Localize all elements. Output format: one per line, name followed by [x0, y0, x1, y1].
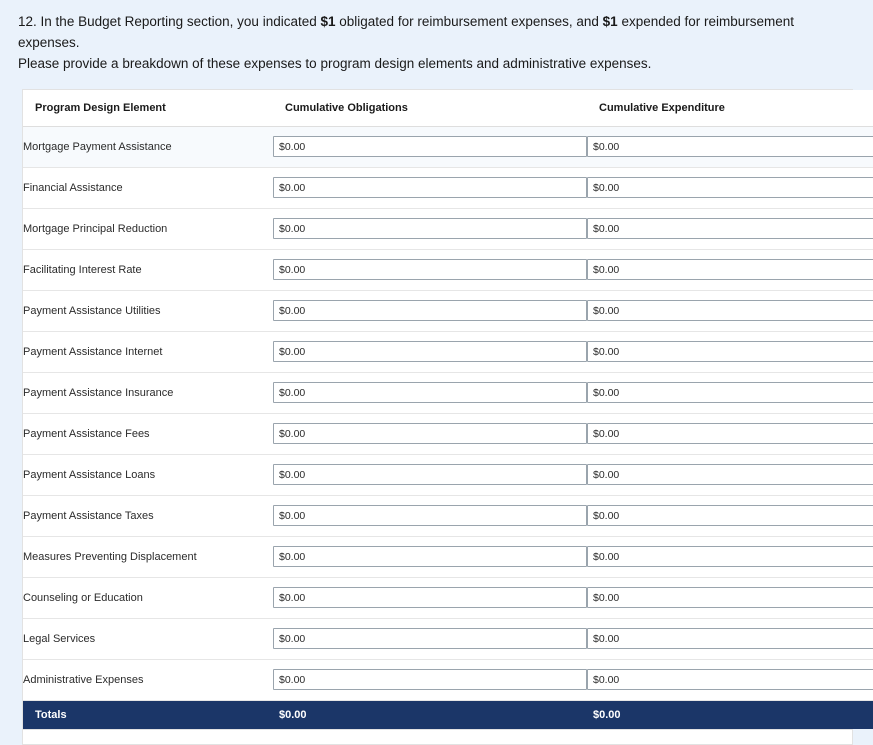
table-row: [23, 290, 873, 331]
table-row: [23, 577, 873, 618]
expenditure-input[interactable]: [587, 587, 873, 608]
row-obligations-cell: [273, 577, 587, 618]
obligations-input[interactable]: [273, 300, 587, 321]
row-obligations-cell: [273, 208, 587, 249]
row-obligations-cell: [273, 495, 587, 536]
table-row: [23, 413, 873, 454]
obligations-input[interactable]: [273, 218, 587, 239]
row-obligations-cell: [273, 167, 587, 208]
header-program-design-element: Program Design Element: [23, 90, 273, 127]
row-label: Financial Assistance: [23, 167, 273, 208]
row-expenditure-cell: [587, 577, 873, 618]
obligations-input[interactable]: [273, 669, 587, 690]
question-text-part2: obligated for reimbursement expenses, and: [335, 14, 603, 29]
breakdown-table: [23, 90, 873, 729]
obligated-amount: $1: [320, 14, 336, 29]
row-label: Payment Assistance Fees: [23, 413, 273, 454]
question-text-part3: expended for reimbursement expenses.: [18, 14, 795, 50]
row-expenditure-cell: [587, 126, 873, 167]
row-expenditure-cell: [587, 536, 873, 577]
row-label: Mortgage Payment Assistance: [23, 126, 273, 167]
row-obligations-cell: [273, 331, 587, 372]
totals-row: [23, 700, 873, 729]
row-obligations-cell: [273, 536, 587, 577]
totals-expenditure: $0.00: [587, 700, 873, 729]
obligations-input[interactable]: [273, 587, 587, 608]
obligations-input[interactable]: [273, 628, 587, 649]
row-label: Administrative Expenses: [23, 659, 273, 700]
question-number: 12.: [18, 14, 37, 29]
totals-obligations: $0.00: [273, 700, 587, 729]
table-row: [23, 618, 873, 659]
obligations-input[interactable]: [273, 341, 587, 362]
obligations-input[interactable]: [273, 505, 587, 526]
row-expenditure-cell: [587, 249, 873, 290]
row-obligations-cell: [273, 454, 587, 495]
expenditure-input[interactable]: [587, 300, 873, 321]
expenditure-input[interactable]: [587, 669, 873, 690]
row-expenditure-cell: [587, 618, 873, 659]
breakdown-table-container: [22, 89, 853, 730]
row-label: Payment Assistance Utilities: [23, 290, 273, 331]
table-row: [23, 208, 873, 249]
table-row: [23, 454, 873, 495]
table-header: [23, 90, 873, 127]
row-obligations-cell: [273, 126, 587, 167]
header-cumulative-obligations: Cumulative Obligations: [273, 90, 587, 127]
table-row: [23, 659, 873, 700]
table-row: [23, 331, 873, 372]
obligations-input[interactable]: [273, 546, 587, 567]
row-obligations-cell: [273, 249, 587, 290]
expenditure-input[interactable]: [587, 382, 873, 403]
table-footer-strip: [22, 730, 853, 745]
table-row: [23, 167, 873, 208]
expenditure-input[interactable]: [587, 218, 873, 239]
row-obligations-cell: [273, 659, 587, 700]
expenditure-input[interactable]: [587, 464, 873, 485]
row-expenditure-cell: [587, 331, 873, 372]
question-instruction: Please provide a breakdown of these expenses to program design elements and administrative expenses.: [18, 55, 652, 71]
row-expenditure-cell: [587, 454, 873, 495]
row-label: Counseling or Education: [23, 577, 273, 618]
row-label: Payment Assistance Insurance: [23, 372, 273, 413]
row-expenditure-cell: [587, 495, 873, 536]
row-label: Facilitating Interest Rate: [23, 249, 273, 290]
expenditure-input[interactable]: [587, 259, 873, 280]
table-row: [23, 126, 873, 167]
row-label: Payment Assistance Loans: [23, 454, 273, 495]
expenditure-input[interactable]: [587, 136, 873, 157]
expenditure-input[interactable]: [587, 628, 873, 649]
expenditure-input[interactable]: [587, 423, 873, 444]
row-obligations-cell: [273, 413, 587, 454]
row-obligations-cell: [273, 618, 587, 659]
row-label: Measures Preventing Displacement: [23, 536, 273, 577]
table-row: [23, 372, 873, 413]
row-expenditure-cell: [587, 167, 873, 208]
expenditure-input[interactable]: [587, 546, 873, 567]
row-label: Legal Services: [23, 618, 273, 659]
totals-label: Totals: [23, 700, 273, 729]
row-expenditure-cell: [587, 208, 873, 249]
table-row: [23, 536, 873, 577]
row-label: Payment Assistance Taxes: [23, 495, 273, 536]
row-label: Payment Assistance Internet: [23, 331, 273, 372]
table-row: [23, 495, 873, 536]
row-obligations-cell: [273, 290, 587, 331]
expenditure-input[interactable]: [587, 505, 873, 526]
table-body: [23, 126, 873, 729]
question-text-part1: In the Budget Reporting section, you indicated: [40, 14, 321, 29]
row-expenditure-cell: [587, 659, 873, 700]
row-obligations-cell: [273, 372, 587, 413]
expenditure-input[interactable]: [587, 341, 873, 362]
table-row: [23, 249, 873, 290]
header-cumulative-expenditure: Cumulative Expenditure: [587, 90, 873, 127]
obligations-input[interactable]: [273, 136, 587, 157]
obligations-input[interactable]: [273, 382, 587, 403]
row-label: Mortgage Principal Reduction: [23, 208, 273, 249]
row-expenditure-cell: [587, 372, 873, 413]
obligations-input[interactable]: [273, 423, 587, 444]
expenditure-input[interactable]: [587, 177, 873, 198]
row-expenditure-cell: [587, 413, 873, 454]
obligations-input[interactable]: [273, 259, 587, 280]
question-text: [0, 0, 873, 54]
table-header-row: [23, 90, 873, 127]
row-expenditure-cell: [587, 290, 873, 331]
obligations-input[interactable]: [273, 464, 587, 485]
expended-amount: $1: [602, 14, 618, 29]
obligations-input[interactable]: [273, 177, 587, 198]
